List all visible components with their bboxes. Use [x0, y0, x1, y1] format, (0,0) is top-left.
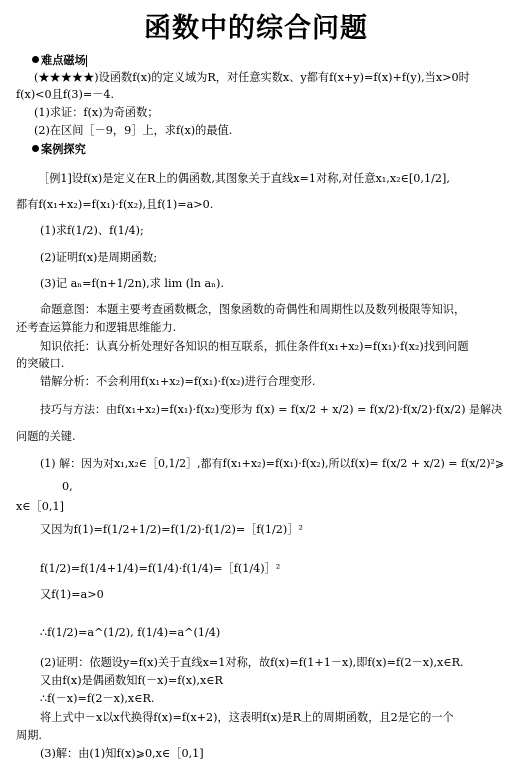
text-line: 0, [62, 480, 73, 493]
text-line: 周期. [16, 729, 42, 742]
text-line: x∈［0,1] [16, 500, 64, 513]
text-line: (2)证明f(x)是周期函数; [40, 251, 158, 264]
text-line: ∴f(－x)=f(2－x),x∈R. [40, 692, 155, 705]
text-line: f(x)<0且f(3)=－4. [16, 88, 115, 101]
text-line: 命题意图：本题主要考查函数概念，图象函数的奇偶性和周期性以及数列极限等知识， [40, 303, 466, 316]
text-line: 的突破口. [16, 357, 65, 370]
text-line: 又由f(x)是偶函数知f(－x)=f(x),x∈R [40, 674, 223, 687]
text-line: (1)求证：f(x)为奇函数； [34, 106, 159, 119]
bullet-icon [32, 56, 39, 63]
text-cursor [86, 55, 87, 67]
text-line: ［例1]设f(x)是定义在R上的偶函数,其图象关于直线x=1对称,对任意x₁,x₂∈[0,1/2], [38, 172, 450, 185]
text-line: (2)证明：依题设y=f(x)关于直线x=1对称，故f(x)=f(1+1－x),即f(x)=f(2－x),x∈R. [40, 656, 464, 669]
text-line: (3)解：由(1)知f(x)⩾0,x∈［0,1] [40, 747, 204, 760]
text-line: 还考查运算能力和逻辑思维能力. [16, 321, 177, 334]
text-line: 又f(1)=a>0 [40, 588, 104, 601]
text-line: f(1/2)=f(1/4+1/4)=f(1/4)·f(1/4)=［f(1/4)］² [40, 562, 281, 575]
section-heading-examples: 案例探究 [32, 143, 86, 157]
text-line: (★★★★★)设函数f(x)的定义域为R，对任意实数x、y都有f(x+y)=f(x)+f(y),当x>0时 [34, 71, 470, 84]
text-line: (2)在区间［－9，9］上，求f(x)的最值. [34, 124, 233, 137]
text-line: 错解分析：不会利用f(x₁+x₂)=f(x₁)·f(x₂)进行合理变形. [40, 375, 316, 388]
text-line: 问题的关键. [16, 430, 76, 443]
text-line: (1)求f(1/2)、f(1/4); [40, 224, 144, 237]
bullet-icon [32, 145, 39, 152]
page-title: 函数中的综合问题 [144, 13, 368, 44]
text-line: 都有f(x₁+x₂)=f(x₁)·f(x₂),且f(1)=a>0. [16, 198, 214, 211]
text-line: (1) 解：因为对x₁,x₂∈［0,1/2］,都有f(x₁+x₂)=f(x₁)·f(x₂),所以f(x)= f(x/2 + x/2) = f(x/2)²⩾ [40, 457, 505, 470]
text-line: 又因为f(1)=f(1/2+1/2)=f(1/2)·f(1/2)=［f(1/2)］² [40, 523, 303, 536]
text-line: 将上式中－x以x代换得f(x)=f(x+2)，这表明f(x)是R上的周期函数，且2是它的一个 [40, 711, 454, 724]
text-line: 技巧与方法：由f(x₁+x₂)=f(x₁)·f(x₂)变形为 f(x) = f(x/2 + x/2) = f(x/2)·f(x/2)·f(x/2) 是解决 [40, 403, 502, 416]
text-line: 知识依托：认真分析处理好各知识的相互联系，抓住条件f(x₁+x₂)=f(x₁)·f(x₂)找到问题 [40, 340, 469, 353]
text-line: ∴f(1/2)=a^(1/2), f(1/4)=a^(1/4) [40, 626, 221, 639]
section-heading-difficulty: 难点磁场 [32, 54, 87, 68]
text-line: (3)记 aₙ=f(n+1/2n),求 lim (ln aₙ). [40, 277, 224, 290]
